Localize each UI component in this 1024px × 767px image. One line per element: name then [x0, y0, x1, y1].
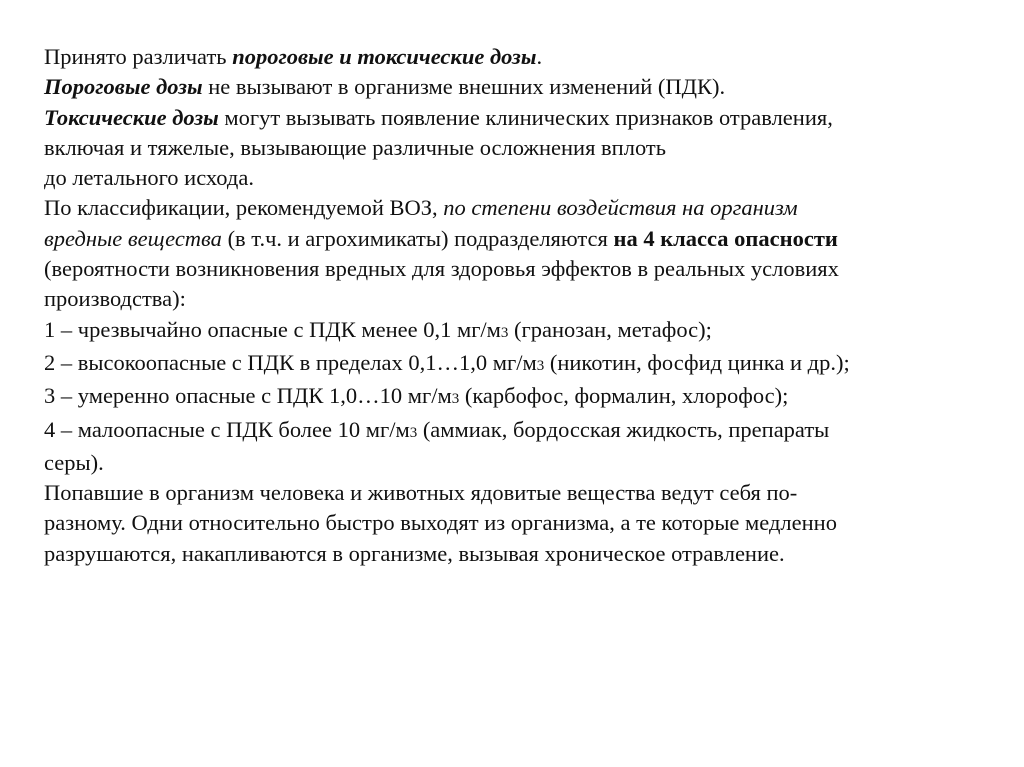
hazard-class-4-end: серы).: [44, 449, 104, 475]
toxic-doses-term: Токсические дозы: [44, 104, 219, 130]
intro-text: Принято различать: [44, 44, 233, 69]
conclusion-text-1: Попавшие в организм человека и животных ядовитые вещества ведут себя по-: [44, 480, 798, 506]
conclusion-text-2: разному. Одни относительно быстро выходят из организма, а те которые медленно: [44, 510, 837, 536]
hazard-class-4: [44, 415, 974, 448]
hazard-class-1: [44, 315, 974, 348]
paragraph-threshold-doses: [44, 72, 974, 102]
classification-explanation: (вероятности возникновения вредных для здоровья эффектов в реальных условиях: [44, 256, 839, 282]
paragraph-intro: [44, 42, 974, 72]
hazard-class-2-unit-exponent: 3: [536, 357, 545, 374]
hazard-class-2: [44, 348, 974, 381]
hazard-class-1-unit-exponent: 3: [500, 324, 509, 341]
hazard-class-4-examples: (аммиак, бордосская жидкость, препараты: [417, 416, 830, 442]
paragraph-classification-line1: [44, 193, 974, 223]
threshold-doses-term: Пороговые дозы: [44, 74, 203, 100]
classification-middle: (в т.ч. и агрохимикаты) подразделяются: [221, 225, 614, 251]
intro-emphasis: пороговые и токсические дозы: [232, 44, 537, 69]
hazard-class-3: [44, 381, 974, 414]
paragraph-toxic-doses-line3: [44, 163, 974, 193]
hazard-classes-bold: на 4 класса опасности: [613, 225, 838, 251]
hazard-class-3-examples: (карбофос, формалин, хлорофос);: [459, 383, 789, 409]
hazard-class-4-continuation: [44, 448, 974, 478]
paragraph-toxic-doses-line1: [44, 103, 974, 133]
toxic-doses-definition: могут вызывать появление клинических признаков отравления,: [218, 104, 833, 130]
classification-italic: по степени воздействия на организм: [443, 195, 798, 221]
paragraph-classification-line2: [44, 224, 974, 254]
classification-end: производства):: [44, 286, 186, 312]
classification-text: По классификации, рекомендуемой ВОЗ,: [44, 195, 444, 221]
slide-text-body: [44, 42, 974, 569]
intro-period: .: [536, 44, 543, 69]
paragraph-conclusion-line1: [44, 478, 974, 508]
hazard-class-3-unit-exponent: 3: [451, 391, 460, 408]
threshold-doses-definition: не вызывают в организме внешних изменений (ПДК).: [202, 74, 726, 100]
paragraph-conclusion-line2: [44, 508, 974, 538]
conclusion-text-3: разрушаются, накапливаются в организме, вызывая хроническое отравление.: [44, 540, 785, 566]
harmful-substances-italic: вредные вещества: [44, 225, 222, 251]
toxic-doses-end: до летального исхода.: [44, 165, 254, 191]
hazard-class-1-examples: (гранозан, метафос);: [508, 316, 712, 342]
toxic-doses-continuation: включая и тяжелые, вызывающие различные осложнения вплоть: [44, 134, 666, 160]
paragraph-classification-line4: [44, 284, 974, 314]
hazard-class-4-text: 4 – малоопасные с ПДК более 10 мг/м: [44, 416, 410, 442]
paragraph-toxic-doses-line2: [44, 133, 974, 163]
paragraph-classification-line3: [44, 254, 974, 284]
hazard-class-1-text: 1 – чрезвычайно опасные с ПДК менее 0,1 мг/м: [44, 316, 501, 342]
hazard-class-4-unit-exponent: 3: [409, 424, 418, 441]
paragraph-conclusion-line3: [44, 539, 974, 569]
hazard-class-2-examples: (никотин, фосфид цинка и др.);: [544, 349, 850, 375]
hazard-class-2-text: 2 – высокоопасные с ПДК в пределах 0,1…1,0 мг/м: [44, 349, 537, 375]
hazard-class-3-text: 3 – умеренно опасные с ПДК 1,0…10 мг/м: [44, 383, 452, 409]
